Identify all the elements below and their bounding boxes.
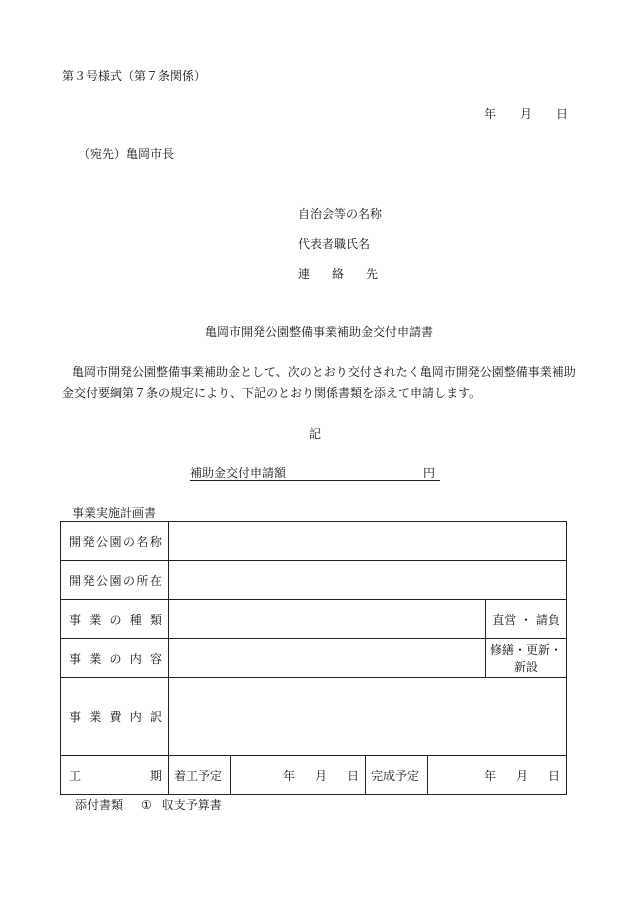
label-char: 容 [149,651,162,666]
table-row [61,600,567,639]
applicant-contact [298,268,378,280]
label-char: 種 [129,612,142,627]
plan-table [60,521,567,795]
applicant-rep-name: 代表者職氏名 [298,237,371,251]
label-char: 在 [149,573,162,588]
label-char: 内 [129,651,142,666]
project-type-field[interactable] [169,600,486,639]
label-char: の [109,612,122,627]
label-char: 開 [69,534,82,549]
date-line [484,108,568,120]
label-char: 工 [69,768,82,783]
addressee: （宛先）亀岡市長 [78,147,175,161]
label-char: の [109,651,122,666]
park-name-field[interactable] [169,522,567,561]
finish-month: 月 [516,768,529,783]
label-char: 発 [82,573,95,588]
table-row [61,756,567,795]
park-location-field[interactable] [169,561,567,600]
finish-label: 完成予定 [366,756,428,795]
attachments [75,799,222,811]
table-row [61,522,567,561]
label-char: 公 [95,573,108,588]
table-row [61,678,567,756]
label-char: 名 [136,534,149,549]
label-char: 所 [136,573,149,588]
project-type-options[interactable]: 直営 ・ 請負 [486,600,567,639]
label-char: の [122,534,135,549]
label-char: 公 [95,534,108,549]
cost-breakdown-field[interactable] [169,678,567,756]
cost-breakdown-label [61,678,169,756]
plan-title: 事業実施計画書 [72,506,157,520]
start-day: 日 [346,768,359,783]
finish-day: 日 [548,768,561,783]
label-char: 費 [109,710,122,724]
amount-underline [190,480,440,481]
ki-mark: 記 [309,427,322,441]
project-content-field[interactable] [169,639,486,678]
label-char: 訳 [149,710,162,724]
body-text-line2: 金交付要綱第７条の規定により、下記のとおり関係書類を添えて申請します。 [62,386,482,400]
attachments-num: ① [141,798,152,812]
park-location-label [61,561,169,600]
label-char: 園 [109,573,122,588]
label-char: 事 [69,651,82,666]
finish-year: 年 [484,768,497,783]
label-char: 事 [69,612,82,627]
label-char: 事 [69,710,82,724]
finish-date-field[interactable] [428,756,567,795]
table-row [61,561,567,600]
start-year: 年 [282,768,295,783]
project-content-options[interactable]: 修繕・更新・新設 [486,639,567,678]
amount-unit: 円 [423,466,436,480]
form-number: 第３号様式（第７条関係） [62,69,207,83]
label-char: 業 [89,612,102,627]
attachments-label: 添付書類 [75,798,124,812]
label-char: 類 [149,612,162,627]
table-row [61,639,567,678]
label-char: 称 [149,534,162,549]
start-date-field[interactable] [231,756,366,795]
contact-char: 絡 [331,267,344,281]
date-year: 年 [484,107,497,121]
start-label: 着工予定 [169,756,231,795]
period-label [61,756,169,795]
label-char: 内 [129,710,142,724]
document-title: 亀岡市開発公園整備事業補助金交付申請書 [205,325,434,339]
park-name-label [61,522,169,561]
label-char: 園 [109,534,122,549]
contact-char: 先 [365,267,378,281]
contact-char: 連 [298,267,311,281]
attachments-item: 収支予算書 [161,798,222,812]
start-month: 月 [314,768,327,783]
project-type-label [61,600,169,639]
label-char: 期 [149,768,162,783]
date-day: 日 [556,107,569,121]
label-char: 業 [89,710,102,724]
label-char: 発 [82,534,95,549]
body-text-line1: 亀岡市開発公園整備事業補助金として、次のとおり交付されたく亀岡市開発公園整備事業補助 [72,365,576,379]
date-month: 月 [520,107,533,121]
applicant-org-name: 自治会等の名称 [298,207,383,221]
label-char: 開 [69,573,82,588]
label-char: の [122,573,135,588]
label-char: 業 [89,651,102,666]
project-content-label [61,639,169,678]
amount-label: 補助金交付申請額 [190,466,287,480]
